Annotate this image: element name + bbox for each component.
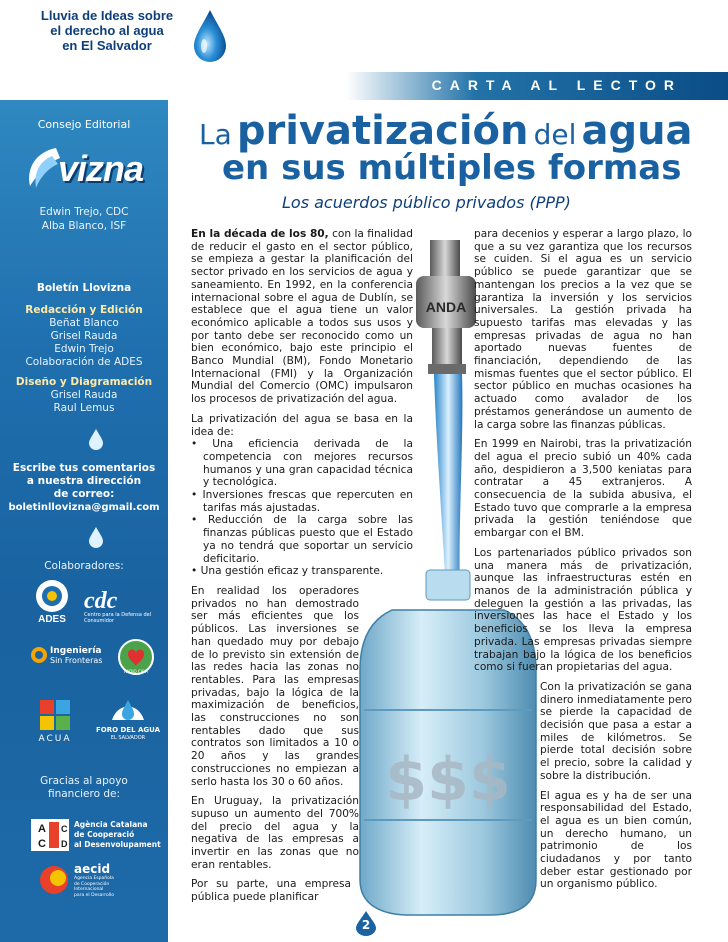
page-number-badge [355, 910, 377, 936]
list-item: • Inversiones frescas que repercuten en tarifas más ajustadas. [191, 489, 413, 514]
masthead [0, 0, 728, 72]
contact-email[interactable]: boletinllovizna@gmail.com [8, 502, 160, 513]
paragraph-ppp: Los partenariados público privados son una manera más de privatización, aunque las infraestructuras estén en manos de la administración pública y deleguen la gestión a las privadas, las inversiones las hace el Estado y los beneficios se los lleva la empresa privada. Las empresas privadas siempre trabajan bajo la lógica de los beneficios como si fueran propietarias del agua. [474, 546, 692, 674]
comments-line-3: de correo: [53, 488, 115, 500]
collaborators-label: Colaboradores: [44, 560, 124, 572]
masthead-title-line-2: el derecho al agua [50, 23, 164, 38]
editor-1: Edwin Trejo, CDC [39, 206, 129, 218]
water-drop-icon [192, 8, 228, 64]
diseno-1: Grisel Rauda [50, 389, 118, 401]
masthead-title [22, 8, 192, 53]
support-line-1: Gracias al apoyo [40, 775, 128, 787]
comments-line-2: a nuestra dirección [26, 475, 142, 487]
bulletin-name: Boletín Llovizna [36, 282, 132, 294]
list-item: • Una eficiencia derivada de la competencia con mejores recursos humanos y una gran capacidad técnica y tecnológica. [191, 438, 413, 489]
sidebar [0, 100, 168, 942]
svg-text:C: C [61, 824, 68, 834]
article-column-left [191, 228, 413, 911]
aecid-logo-icon [38, 864, 70, 896]
svg-text:C: C [38, 838, 46, 850]
headline-word-privatizacion: privatización [236, 108, 529, 154]
support-line-2: financiero de: [47, 788, 121, 800]
headline-word-la: La [199, 118, 232, 151]
masthead-title-line-3: en El Salvador [62, 38, 152, 53]
paragraph-reality: En realidad los operadores privados no han demostrado ser más eficientes que los públicos. Las inversiones se han quedado muy por debajo de lo previsto sin extensión de las redes hacia las zonas no rentables. Para las empresas privadas, bajo la lógica de la maximización de beneficios, las construcciones no son rentables dado que sus contratos son limitados a 10 o 20 años y las grandes construcciones no empiezan a serlo hasta los 30 o 60 años. [191, 584, 359, 788]
section-bar [166, 72, 728, 100]
paragraph-planning: para decenios y esperar a largo plazo, lo que a su vez garantiza que los recursos se cuiden. Si el agua es un servicio público se puede garantizar que se mantengan los precios a la vez que se garantiza la inversión y los servicios universales. La gestión privada ha supuesto tarifas mas elevadas y las empresas privadas de agua no han aportado nuevas fuentes de financiación, dependiendo de las mismas fuentes que el sector público. El sector público en muchas ocasiones ha actuado como avalador de los préstamos generándose un aumento de la carga sobre las finanzas públicas. [474, 228, 692, 431]
paragraph-uruguay: En Uruguay, la privatización supuso un aumento del 700% del precio del agua y la negativa de las empresas a invertir en las zonas que no eran rentables. [191, 795, 359, 871]
intro-lead: En la década de los 80, [191, 228, 329, 240]
editorial-board-label: Consejo Editorial [37, 118, 131, 131]
cdc-logo [84, 588, 164, 624]
isf-logo-line-1: Ingeniería [50, 646, 102, 656]
headline-word-del: del [533, 118, 577, 151]
intro-text: con la finalidad de reducir el gasto en el sector público, se empieza a gestar la planificación del sector privado en los servicios de agua y saneamiento. En 1992, en la conferencia internacional sobre el agua de Dublín, se establece que el agua tiene un valor económico aplicable a todos sus usos y por tanto debe ser reconocido como un bien económico, bajo este principio el Banco Mundial (BM), Fondo Monetario Internacional (FMI) y la Organización Mundial del Comercio (OMC) impulsaron los procesos de privatización del agua. [191, 228, 414, 406]
aecid-sub-4: para el Desarrollo [74, 892, 114, 898]
foro-del-agua-logo-icon [108, 696, 148, 724]
paragraph-public: Por su parte, una empresa pública puede planificar [191, 878, 351, 904]
redaccion-heading: Redacción y Edición [25, 304, 143, 316]
article-column-right [474, 228, 692, 898]
paragraph-basis: La privatización del agua se basa en la idea de: [191, 412, 413, 438]
aecid-sub-2: de Cooperación [74, 881, 110, 887]
paragraph-decision: Con la privatización se gana dinero inmediatamente pero se pierde la capacidad de decisión que pasa a estar a miles de kilómetros. Se pierde total decisión sobre el precio, sobre la calidad y sobre la distribución. [540, 680, 692, 782]
redaccion-4: Colaboración de ADES [25, 356, 143, 368]
accd-logo [74, 820, 166, 850]
aecid-sub-1: Agencia Española [74, 876, 114, 881]
foro-del-agua-logo [92, 726, 164, 742]
paragraph-responsibility: El agua es y ha de ser una responsabilidad del Estado, el agua es un bien común, un derecho humano, un patrimonio de los ciudadanos y por tanto deber estar gestionado por un organismo público. [540, 789, 692, 891]
radio-logo-text: RADIO CAYA [123, 669, 149, 674]
aecid-logo [74, 862, 164, 898]
isf-logo-line-2: Sin Fronteras [50, 656, 103, 665]
svg-text:A: A [38, 823, 46, 835]
redaccion-2: Grisel Rauda [50, 330, 118, 342]
llovizna-logo [22, 144, 162, 192]
basis-list [191, 438, 413, 578]
ades-logo-text: ADES [38, 614, 66, 624]
diseno-2: Raul Lemus [53, 402, 115, 414]
foro-logo-line-1: FORO DEL AGUA [95, 726, 161, 734]
logo-text: vizna [58, 148, 144, 189]
accd-logo-line-1: Agència Catalana [74, 820, 148, 829]
article-subtitle: Los acuerdos público privados (PPP) [282, 193, 571, 212]
accd-logo-line-2: de Cooperació [74, 830, 135, 839]
acua-logo-icon [38, 698, 72, 732]
diseno-heading: Diseño y Diagramación [15, 376, 153, 388]
page-number: 2 [361, 918, 371, 932]
acua-logo-text: ACUA [38, 734, 72, 744]
cdc-logo-subtitle: Centro para la Defensa del Consumidor [84, 612, 152, 624]
redaccion-1: Beñat Blanco [49, 317, 119, 329]
cdc-logo-text: cdc [84, 588, 118, 614]
foro-logo-line-2: EL SALVADOR [110, 735, 146, 741]
bottle-money-text: $$$ [385, 745, 511, 815]
section-label: CARTA AL LECTOR [431, 77, 682, 93]
water-drop-icon [88, 428, 104, 450]
logo-swoosh-icon [22, 144, 62, 192]
isf-logo-icon [30, 646, 48, 664]
aecid-sub-3: Internacional [74, 887, 104, 892]
paragraph-intro [191, 228, 413, 406]
aecid-logo-text: aecid [74, 862, 111, 876]
ades-logo [32, 578, 72, 624]
editor-2: Alba Blanco, ISF [41, 220, 127, 232]
headline-line-2: en sus múltiples formas [222, 148, 682, 188]
accd-logo-icon [30, 818, 70, 852]
list-item: • Reducción de la carga sobre las finanzas públicas puesto que el Estado ya no tendrá que soportar un servicio deficitario. [191, 514, 413, 565]
masthead-title-line-1: Lluvia de Ideas sobre [40, 8, 174, 23]
water-drop-icon [88, 526, 104, 548]
comments-line-1: Escribe tus comentarios [12, 462, 156, 474]
isf-logo [50, 646, 110, 666]
headline-word-agua: agua [581, 108, 693, 154]
radio-logo [116, 638, 156, 676]
svg-text:D: D [61, 839, 68, 849]
accd-logo-line-3: al Desenvolupament [74, 840, 161, 849]
tap-label: ANDA [425, 299, 467, 315]
paragraph-nairobi: En 1999 en Nairobi, tras la privatización del agua el precio subió un 40% cada año, despidieron a 3,500 keniatas para contratar a 45 extranjeros. A consecuencia de la subida abusiva, el Estado tuvo que comprarle a la empresa privada la gestión teniéndose que embargar con el BM. [474, 438, 692, 540]
redaccion-3: Edwin Trejo [54, 343, 114, 355]
list-item: • Una gestión eficaz y transparente. [191, 565, 413, 578]
